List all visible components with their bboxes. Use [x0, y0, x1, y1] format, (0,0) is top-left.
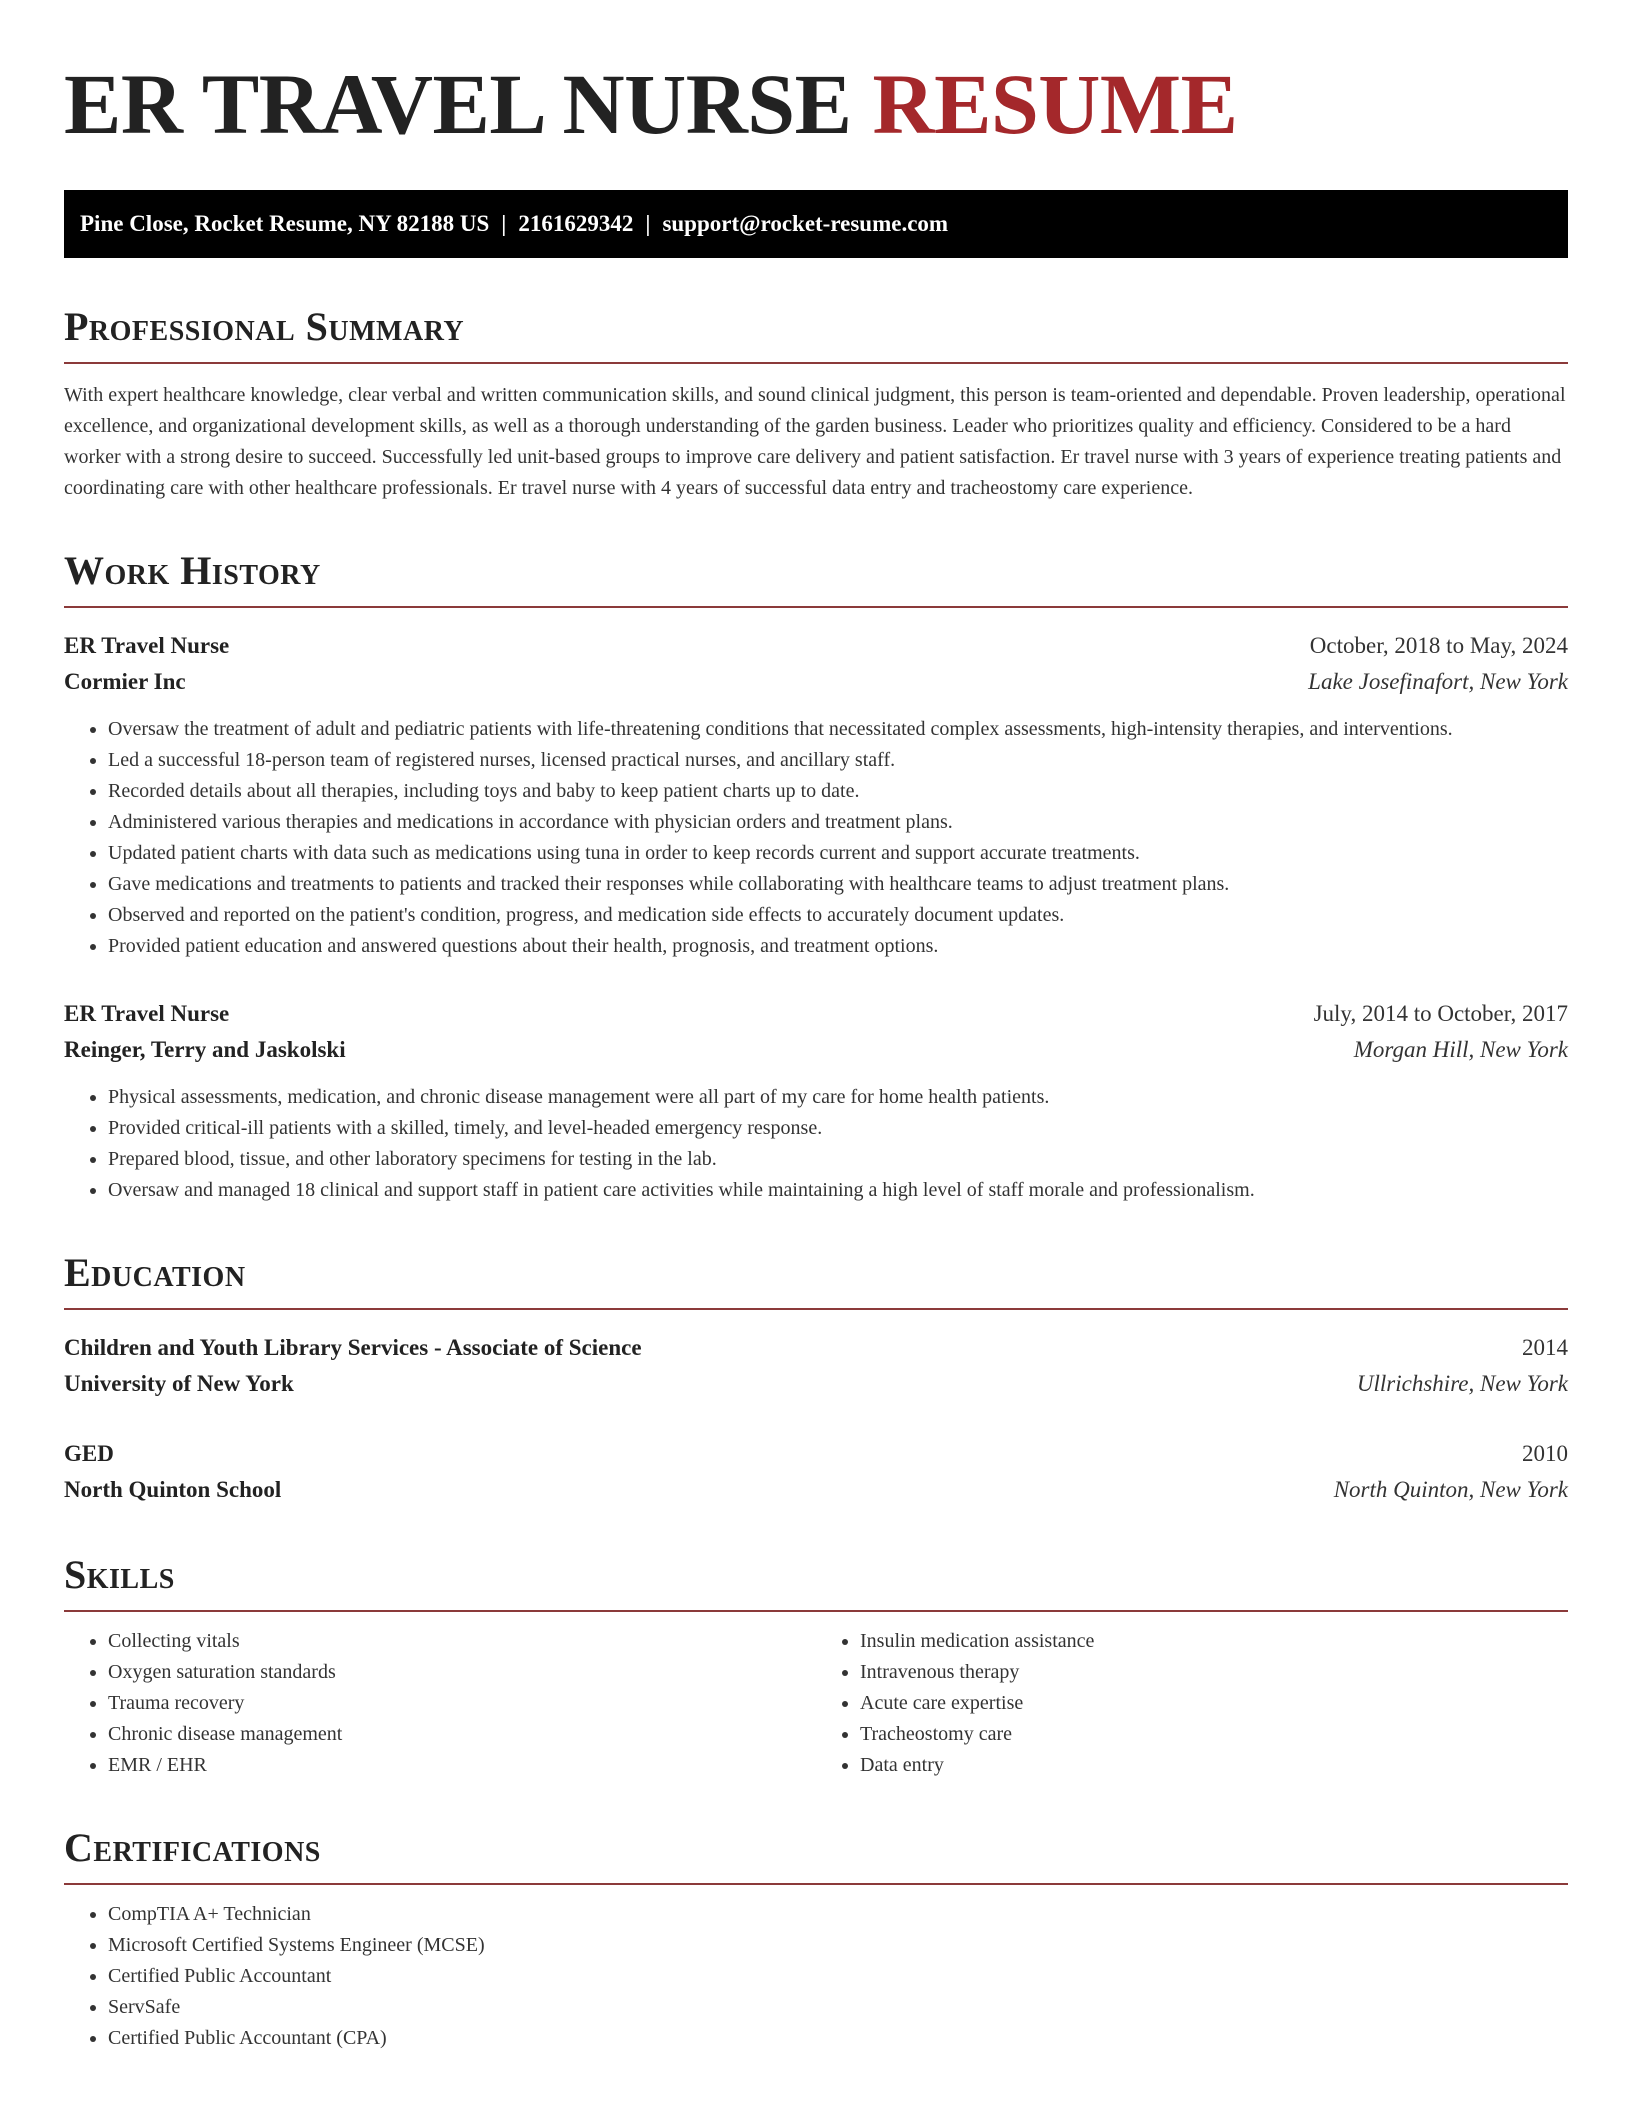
skill-item: • Tracheostomy care — [860, 1719, 1568, 1750]
job-company: Reinger, Terry and Jaskolski — [64, 1037, 346, 1062]
skill-item: • Insulin medication assistance — [860, 1626, 1568, 1657]
work-history-section — [64, 546, 1568, 1206]
skills-column-left — [64, 1626, 816, 1781]
skills-section — [64, 1550, 1568, 1781]
job-bullet: • Led a successful 18-person team of registered nurses, licensed practical nurses, and ancillary staff. — [108, 745, 1568, 776]
job-bullet: • Administered various therapies and medications in accordance with physician orders and treatment plans. — [108, 807, 1568, 838]
job-bullet: • Physical assessments, medication, and chronic disease management were all part of my care for home health patients. — [108, 1082, 1568, 1113]
summary-heading: Professional Summary — [64, 302, 1568, 364]
certification-item: • ServSafe — [108, 1992, 1568, 2023]
skill-item: • Chronic disease management — [108, 1719, 816, 1750]
skill-item: • Intravenous therapy — [860, 1657, 1568, 1688]
skill-item: • Collecting vitals — [108, 1626, 816, 1657]
education-entry — [64, 1436, 1568, 1508]
skills-grid — [64, 1626, 1568, 1781]
education-location: Ullrichshire, New York — [1356, 1371, 1568, 1396]
title-accent: RESUME — [872, 56, 1238, 152]
certification-item: • Certified Public Accountant — [108, 1961, 1568, 1992]
job-bullet: • Observed and reported on the patient's condition, progress, and medication side effects to accurately document updates. — [108, 900, 1568, 931]
education-degree-row — [64, 1436, 1568, 1472]
contact-separator: | — [645, 211, 651, 236]
education-degree-row — [64, 1330, 1568, 1366]
job-bullets — [64, 714, 1568, 962]
job-title-row — [64, 628, 1568, 664]
skill-item: • Trauma recovery — [108, 1688, 816, 1719]
certifications-heading: Certifications — [64, 1823, 1568, 1885]
summary-section — [64, 302, 1568, 504]
skill-item: • Oxygen saturation standards — [108, 1657, 816, 1688]
skills-column-right — [816, 1626, 1568, 1781]
certifications-section — [64, 1823, 1568, 2054]
job-entry — [64, 628, 1568, 962]
job-bullet: • Prepared blood, tissue, and other laboratory specimens for testing in the lab. — [108, 1144, 1568, 1175]
job-dates: July, 2014 to October, 2017 — [1313, 1001, 1568, 1026]
job-title: ER Travel Nurse — [64, 633, 230, 658]
certification-item: • Microsoft Certified Systems Engineer (MCSE) — [108, 1930, 1568, 1961]
job-company-row — [64, 1032, 1568, 1068]
skill-item: • Acute care expertise — [860, 1688, 1568, 1719]
certifications-list — [64, 1899, 1568, 2054]
contact-email: support@rocket-resume.com — [662, 211, 949, 236]
summary-text: With expert healthcare knowledge, clear verbal and written communication skills, and sound clinical judgment, this person is team-oriented and dependable. Proven leadership, operational excellence, and organizational development skills, as well as a thorough understanding of the garden business. Leader who prioritizes quality and efficiency. Considered to be a hard worker with a strong desire to succeed. Successfully led unit-based groups to improve care delivery and patient satisfaction. Er travel nurse with 3 years of experience treating patients and coordinating care with other healthcare professionals. Er travel nurse with 4 years of successful data entry and tracheostomy care experience. — [64, 384, 1566, 499]
job-company-row — [64, 664, 1568, 700]
resume-title — [64, 50, 1568, 158]
education-year: 2014 — [1522, 1335, 1568, 1360]
job-bullet: • Recorded details about all therapies, including toys and baby to keep patient charts up to date. — [108, 776, 1568, 807]
education-year: 2010 — [1522, 1441, 1568, 1466]
certification-item: • CompTIA A+ Technician — [108, 1899, 1568, 1930]
education-degree: Children and Youth Library Services - Associate of Science — [64, 1335, 642, 1360]
job-bullet: • Oversaw and managed 18 clinical and support staff in patient care activities while maintaining a high level of staff morale and professionalism. — [108, 1175, 1568, 1206]
contact-separator: | — [501, 211, 507, 236]
job-entry — [64, 996, 1568, 1206]
job-bullet: • Provided critical-ill patients with a skilled, timely, and level-headed emergency response. — [108, 1113, 1568, 1144]
job-bullet: • Gave medications and treatments to patients and tracked their responses while collaborating with healthcare teams to adjust treatment plans. — [108, 869, 1568, 900]
education-school: University of New York — [64, 1371, 294, 1396]
certification-item: • Certified Public Accountant (CPA) — [108, 2023, 1568, 2054]
contact-address: Pine Close, Rocket Resume, NY 82188 US — [80, 211, 490, 236]
title-main: ER TRAVEL NURSE — [64, 56, 852, 152]
education-school-row — [64, 1472, 1568, 1508]
job-bullet: • Oversaw the treatment of adult and pediatric patients with life-threatening conditions that necessitated complex assessments, high-intensity therapies, and interventions. — [108, 714, 1568, 745]
education-location: North Quinton, New York — [1333, 1477, 1568, 1502]
education-school-row — [64, 1366, 1568, 1402]
skill-item: • EMR / EHR — [108, 1750, 816, 1781]
education-heading: Education — [64, 1248, 1568, 1310]
job-bullet: • Provided patient education and answered questions about their health, prognosis, and treatment options. — [108, 931, 1568, 962]
job-location: Lake Josefinafort, New York — [1308, 669, 1568, 694]
skills-heading: Skills — [64, 1550, 1568, 1612]
job-title: ER Travel Nurse — [64, 1001, 230, 1026]
education-degree: GED — [64, 1441, 114, 1466]
skill-item: • Data entry — [860, 1750, 1568, 1781]
job-company: Cormier Inc — [64, 669, 186, 694]
job-bullets — [64, 1082, 1568, 1206]
education-entry — [64, 1330, 1568, 1402]
job-bullet: • Updated patient charts with data such as medications using tuna in order to keep records current and support accurate treatments. — [108, 838, 1568, 869]
job-title-row — [64, 996, 1568, 1032]
job-location: Morgan Hill, New York — [1353, 1037, 1568, 1062]
education-section — [64, 1248, 1568, 1508]
contact-bar — [64, 190, 1568, 258]
work-history-heading: Work History — [64, 546, 1568, 608]
job-dates: October, 2018 to May, 2024 — [1309, 633, 1568, 658]
contact-phone: 2161629342 — [518, 211, 634, 236]
education-school: North Quinton School — [64, 1477, 282, 1502]
